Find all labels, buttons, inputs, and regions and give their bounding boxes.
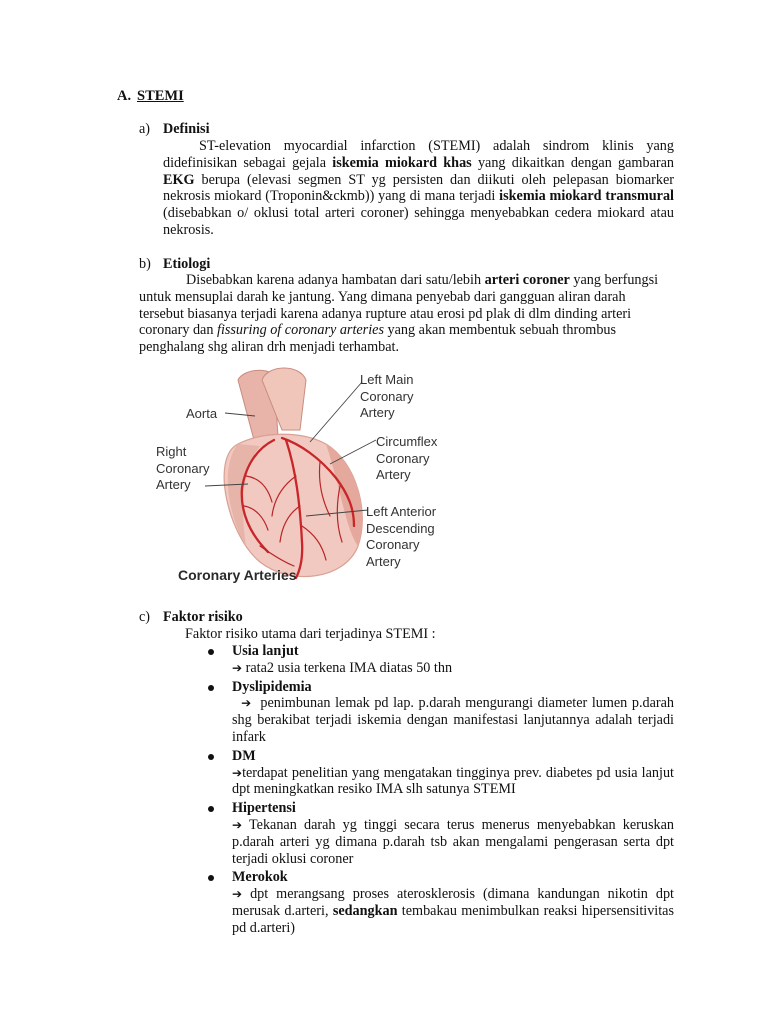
- circumflex-coronary-artery-label: Circumflex Coronary Artery: [376, 434, 438, 482]
- figure-caption: Coronary Arteries: [178, 567, 297, 583]
- subheading-letter: c): [139, 609, 151, 625]
- definisi-paragraph: [163, 138, 674, 239]
- subheading-title: Etiologi: [163, 256, 211, 272]
- bullet-dot-icon: [208, 754, 214, 760]
- arrow-right-icon: ➔: [241, 696, 252, 711]
- risk-factor-desc: dpt merangsang proses aterosklerosis (dimana kandungan nikotin dpt merusak d.arteri,: [232, 886, 674, 919]
- arrow-right-icon: ➔: [232, 817, 243, 832]
- faktor-intro: Faktor risiko utama dari terjadinya STEMI :: [185, 626, 436, 642]
- arrow-right-icon: ➔: [232, 660, 243, 675]
- risk-factor-desc: penimbunan lemak pd lap. p.darah mengurangi diameter lumen p.darah shg berakibat terjadi iskemia dengan manifestasi lanjutannya adalah terjadi infark: [232, 695, 675, 745]
- bullet-dot-icon: [208, 875, 214, 881]
- etiologi-paragraph: [139, 272, 674, 356]
- bullet-dot-icon: [208, 649, 214, 655]
- subheading-title: Faktor risiko: [163, 609, 243, 625]
- text-run: berupa (elevasi segmen ST yg persisten dan diikuti oleh pelepasan biomarker nekrosis miokard (Troponin&ckmb)) yang di mana terjadi: [163, 171, 674, 205]
- lad-coronary-artery-label: Left Anterior Descending Coronary Artery: [366, 504, 437, 569]
- list-item: [206, 869, 674, 936]
- coronary-arteries-figure: [150, 366, 468, 592]
- subheading-etiologi: [139, 256, 210, 273]
- section-number: A.: [117, 88, 132, 104]
- risk-factor-title: Hipertensi: [232, 800, 296, 817]
- list-item: [206, 679, 674, 746]
- subheading-letter: a): [139, 121, 151, 137]
- text-run: Disebabkan karena adanya hambatan dari satu/lebih: [186, 272, 485, 288]
- bold-term: iskemia miokard khas: [332, 154, 472, 171]
- aorta-label: Aorta: [186, 406, 218, 421]
- risk-factor-desc: Tekanan darah yg tinggi secara terus menerus menyebabkan keruskan p.darah arteri yg dimana p.darah tsb akan mengalami pengerasan serta dpt terjadi oklusi coroner: [232, 816, 674, 867]
- bold-term: arteri coroner: [484, 272, 570, 288]
- risk-factor-title: Usia lanjut: [232, 643, 299, 659]
- text-run: yang berfungsi untuk mensuplai darah ke jantung. Yang dimana penyebab dari gangguan aliran darah tersebut biasanya terjadi karena adanya rupture atau erosi pd plak di dlm dinding arteri coronary dan: [139, 272, 659, 339]
- text-run: ST-elevation myocardial infarction (STEMI) adalah sindrom klinis yang didefinisikan sebagai gejala: [163, 138, 674, 171]
- bullet-dot-icon: [208, 806, 214, 812]
- subheading-definisi: [139, 121, 210, 138]
- italic-term: fissuring of coronary arteries: [217, 322, 384, 339]
- bullet-dot-icon: [208, 685, 214, 691]
- list-item: [206, 643, 674, 677]
- text-run: (disebabkan o/ oklusi total arteri coroner) sehingga menyebabkan cedera miokard atau nekrosis.: [163, 205, 674, 238]
- list-item: [206, 748, 674, 798]
- section-title: STEMI: [137, 88, 184, 104]
- risk-factor-title: DM: [232, 747, 256, 764]
- risk-factor-desc: terdapat penelitian yang mengatakan tingginya prev. diabetes pd usia lanjut dpt meningkatkan resiko IMA slh satunya STEMI: [232, 764, 674, 798]
- risk-factor-title: Merokok: [232, 869, 288, 886]
- right-coronary-artery-label: Right Coronary Artery: [156, 444, 210, 492]
- list-item: [206, 800, 674, 867]
- subheading-faktor-risiko: [139, 609, 243, 626]
- risk-factor-title: Dyslipidemia: [232, 678, 312, 695]
- bold-term: EKG: [163, 171, 195, 188]
- risk-factor-desc: rata2 usia terkena IMA diatas 50 thn: [245, 659, 453, 676]
- bold-term: iskemia miokard transmural: [499, 188, 674, 205]
- subheading-title: Definisi: [163, 121, 210, 137]
- subheading-letter: b): [139, 256, 151, 272]
- arrow-right-icon: ➔: [232, 887, 243, 902]
- text-run: yang dikaitkan dengan gambaran: [471, 154, 674, 171]
- section-heading: [117, 88, 184, 105]
- bold-term: sedangkan: [332, 902, 398, 919]
- arrow-right-icon: ➔: [232, 765, 243, 780]
- left-main-coronary-artery-label: Left Main Coronary Artery: [360, 372, 414, 420]
- text-run: yang akan membentuk sebuah thrombus penghalang shg aliran drh menjadi terhambat.: [139, 322, 617, 356]
- risk-factor-list: [206, 643, 674, 937]
- risk-factor-desc: tembakau menimbulkan reaksi hipersensitivitas pd d.arteri): [232, 902, 674, 936]
